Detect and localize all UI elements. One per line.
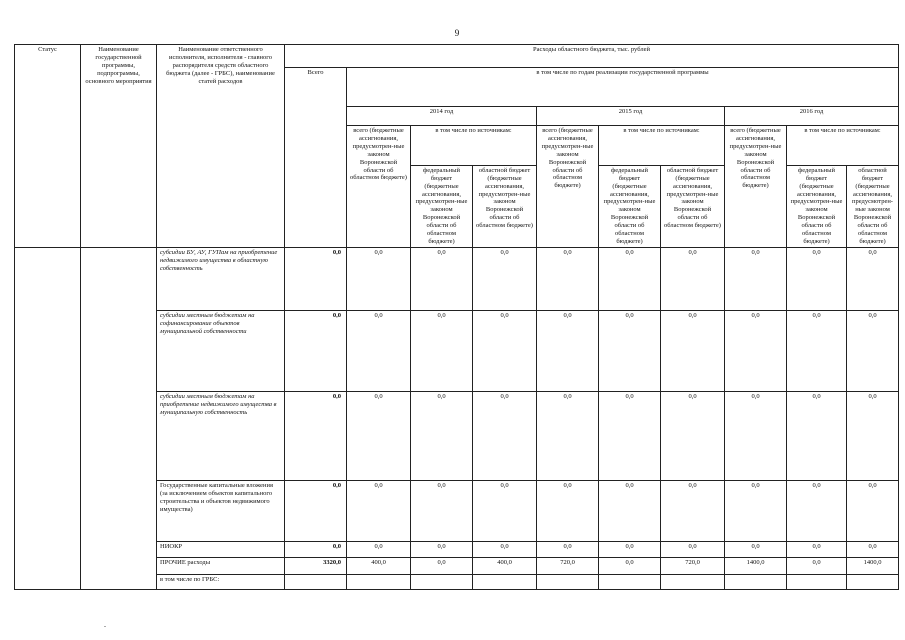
row-value: 0,0: [599, 542, 661, 558]
status-cell: [15, 248, 81, 590]
row-label: субсидии БУ, АУ, ГУПам на приобретение недвижимого имущества в областную собственность: [157, 248, 285, 311]
row-value: 0,0: [725, 481, 787, 542]
row-value: 0,0: [661, 248, 725, 311]
row-value: [787, 575, 847, 590]
header-federal-2014: федеральный бюджет (бюджетные ассигнования, предусмотрен-ные законом Воронежской области об областном бюджете): [411, 165, 473, 247]
row-value: 0,0: [599, 392, 661, 481]
row-label: в том числе по ГРБС:: [157, 575, 285, 590]
row-value: 0,0: [537, 311, 599, 392]
row-value: 0,0: [847, 481, 899, 542]
row-value: 0,0: [599, 481, 661, 542]
row-value: [661, 575, 725, 590]
row-label: субсидии местным бюджетам на софинансирование объектов муниципальной собственности: [157, 311, 285, 392]
row-value: 0,0: [473, 311, 537, 392]
row-value: 0,0: [661, 392, 725, 481]
row-total: 0,0: [285, 542, 347, 558]
row-value: [725, 575, 787, 590]
row-value: 0,0: [787, 311, 847, 392]
row-value: 0,0: [411, 311, 473, 392]
table-row: [15, 248, 899, 311]
row-value: 0,0: [411, 248, 473, 311]
row-value: [473, 575, 537, 590]
header-expenses: Расходы областного бюджета, тыс. рублей: [285, 45, 899, 68]
header-all-2016: всего (бюджетные ассигнования, предусмотрен-ные законом Воронежской области об областном бюджете): [725, 125, 787, 247]
row-value: 0,0: [661, 311, 725, 392]
header-sources-2016: в том числе по источникам:: [787, 125, 899, 165]
budget-table: [14, 44, 899, 590]
header-year-2016: 2016 год: [725, 106, 899, 125]
row-value: 0,0: [347, 481, 411, 542]
header-regional-2016: областной бюджет (бюджетные ассигнования, предусмотрен-ные законом Воронежской области об областном бюджете): [847, 165, 899, 247]
row-value: 0,0: [847, 392, 899, 481]
header-regional-2015: областной бюджет (бюджетные ассигнования, предусмотрен-ные законом Воронежской области об областном бюджете): [661, 165, 725, 247]
row-value: 0,0: [347, 311, 411, 392]
header-row-1: [15, 45, 899, 68]
row-value: [847, 575, 899, 590]
row-value: 0,0: [661, 481, 725, 542]
row-value: 1400,0: [847, 558, 899, 575]
header-federal-2016: федеральный бюджет (бюджетные ассигнования, предусмотрен-ные законом Воронежской области об областном бюджете): [787, 165, 847, 247]
header-by-years: в том числе по годам реализации государственной программы: [347, 68, 899, 107]
header-all-2014: всего (бюджетные ассигнования, предусмотрен-ные законом Воронежской области об областном бюджете): [347, 125, 411, 247]
row-value: 0,0: [347, 392, 411, 481]
row-label: Государственные капитальные вложения (за исключением объектов капитального строительства и объектов недвижимого имущества): [157, 481, 285, 542]
row-value: 0,0: [725, 248, 787, 311]
row-value: 0,0: [347, 542, 411, 558]
row-value: 0,0: [473, 392, 537, 481]
footer-mark: -: [104, 624, 106, 630]
page-number: 9: [454, 28, 460, 38]
row-value: 0,0: [473, 481, 537, 542]
row-value: 0,0: [411, 542, 473, 558]
row-value: 720,0: [537, 558, 599, 575]
row-value: 0,0: [787, 542, 847, 558]
row-value: 0,0: [787, 558, 847, 575]
row-value: 0,0: [411, 481, 473, 542]
row-value: 400,0: [473, 558, 537, 575]
row-value: 0,0: [725, 542, 787, 558]
row-value: 0,0: [847, 248, 899, 311]
row-label: ПРОЧИЕ расходы: [157, 558, 285, 575]
row-value: 0,0: [787, 248, 847, 311]
row-value: 720,0: [661, 558, 725, 575]
header-year-2015: 2015 год: [537, 106, 725, 125]
row-value: 0,0: [411, 392, 473, 481]
header-sources-2014: в том числе по источникам:: [411, 125, 537, 165]
row-value: 0,0: [537, 248, 599, 311]
row-total: 0,0: [285, 392, 347, 481]
row-value: 0,0: [347, 248, 411, 311]
row-value: 0,0: [725, 392, 787, 481]
row-value: 0,0: [599, 558, 661, 575]
row-value: [599, 575, 661, 590]
row-total: 0,0: [285, 311, 347, 392]
header-status: Статус: [15, 45, 81, 248]
row-value: 0,0: [537, 392, 599, 481]
header-all-2015: всего (бюджетные ассигнования, предусмотрен-ные законом Воронежской области об областном бюджете): [537, 125, 599, 247]
row-value: 0,0: [599, 311, 661, 392]
row-value: [411, 575, 473, 590]
row-value: 0,0: [725, 311, 787, 392]
row-value: 0,0: [473, 542, 537, 558]
header-regional-2014: областной бюджет (бюджетные ассигнования, предусмотрен-ные законом Воронежской области об областном бюджете): [473, 165, 537, 247]
row-label: НИОКР: [157, 542, 285, 558]
row-total: 3320,0: [285, 558, 347, 575]
row-value: 0,0: [473, 248, 537, 311]
row-value: 0,0: [411, 558, 473, 575]
row-value: 0,0: [661, 542, 725, 558]
program-cell: [81, 248, 157, 590]
row-total: [285, 575, 347, 590]
row-value: 1400,0: [725, 558, 787, 575]
row-total: 0,0: [285, 248, 347, 311]
header-program-name: Наименование государственной программы, подпрограммы, основного мероприятия: [81, 45, 157, 248]
row-value: 0,0: [537, 542, 599, 558]
header-total: Всего: [285, 68, 347, 248]
header-sources-2015: в том числе по источникам:: [599, 125, 725, 165]
row-value: 0,0: [599, 248, 661, 311]
row-label: субсидии местным бюджетам на приобретение недвижимого имущества в муниципальную собственность: [157, 392, 285, 481]
row-value: 0,0: [787, 392, 847, 481]
row-value: 0,0: [847, 542, 899, 558]
row-total: 0,0: [285, 481, 347, 542]
row-value: [347, 575, 411, 590]
header-year-2014: 2014 год: [347, 106, 537, 125]
row-value: 400,0: [347, 558, 411, 575]
row-value: [537, 575, 599, 590]
header-federal-2015: федеральный бюджет (бюджетные ассигнования, предусмотрен-ные законом Воронежской области об областном бюджете): [599, 165, 661, 247]
row-value: 0,0: [847, 311, 899, 392]
row-value: 0,0: [787, 481, 847, 542]
header-responsible: Наименование ответственного исполнителя, исполнителя - главного распорядителя средств областного бюджета (далее - ГРБС), наименование статей расходов: [157, 45, 285, 248]
row-value: 0,0: [537, 481, 599, 542]
